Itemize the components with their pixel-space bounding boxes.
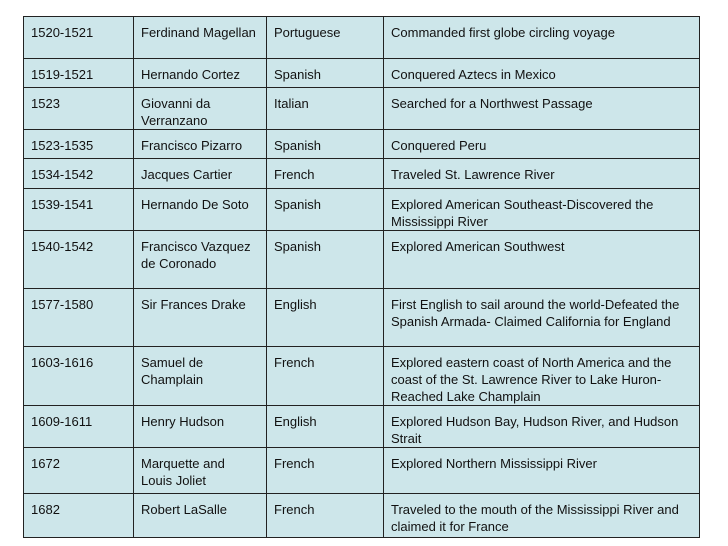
table-row bbox=[24, 130, 700, 159]
explorer-cell: Hernando Cortez bbox=[134, 59, 267, 88]
date-cell: 1603-1616 bbox=[24, 347, 134, 406]
nationality-cell: Spanish bbox=[267, 189, 384, 231]
date-cell: 1539-1541 bbox=[24, 189, 134, 231]
explorer-cell: Marquette and Louis Joliet bbox=[134, 448, 267, 494]
explorer-cell: Francisco Vazquez de Coronado bbox=[134, 231, 267, 289]
accomplishment-cell: Explored American Southwest bbox=[384, 231, 700, 289]
table-row bbox=[24, 347, 700, 406]
table-row bbox=[24, 159, 700, 189]
accomplishment-cell: Explored Northern Mississippi River bbox=[384, 448, 700, 494]
date-cell: 1520-1521 bbox=[24, 17, 134, 59]
table-row bbox=[24, 17, 700, 59]
accomplishment-cell: Searched for a Northwest Passage bbox=[384, 88, 700, 130]
explorers-table bbox=[23, 16, 700, 538]
nationality-cell: Portuguese bbox=[267, 17, 384, 59]
accomplishment-cell: Conquered Peru bbox=[384, 130, 700, 159]
accomplishment-cell: Conquered Aztecs in Mexico bbox=[384, 59, 700, 88]
nationality-cell: Spanish bbox=[267, 130, 384, 159]
nationality-cell: French bbox=[267, 448, 384, 494]
explorer-cell: Ferdinand Magellan bbox=[134, 17, 267, 59]
explorer-cell: Hernando De Soto bbox=[134, 189, 267, 231]
date-cell: 1540-1542 bbox=[24, 231, 134, 289]
table-row bbox=[24, 406, 700, 448]
nationality-cell: French bbox=[267, 347, 384, 406]
explorer-cell: Francisco Pizarro bbox=[134, 130, 267, 159]
accomplishment-cell: Commanded first globe circling voyage bbox=[384, 17, 700, 59]
explorer-cell: Jacques Cartier bbox=[134, 159, 267, 189]
nationality-cell: French bbox=[267, 494, 384, 538]
table-row bbox=[24, 448, 700, 494]
accomplishment-cell: Explored Hudson Bay, Hudson River, and Hudson Strait bbox=[384, 406, 700, 448]
date-cell: 1682 bbox=[24, 494, 134, 538]
date-cell: 1609-1611 bbox=[24, 406, 134, 448]
accomplishment-cell: Traveled St. Lawrence River bbox=[384, 159, 700, 189]
date-cell: 1523 bbox=[24, 88, 134, 130]
date-cell: 1577-1580 bbox=[24, 289, 134, 347]
date-cell: 1534-1542 bbox=[24, 159, 134, 189]
nationality-cell: Spanish bbox=[267, 231, 384, 289]
nationality-cell: English bbox=[267, 289, 384, 347]
explorer-cell: Henry Hudson bbox=[134, 406, 267, 448]
accomplishment-cell: Explored eastern coast of North America and the coast of the St. Lawrence River to Lake Huron-Reached Lake Champlain bbox=[384, 347, 700, 406]
explorer-cell: Robert LaSalle bbox=[134, 494, 267, 538]
accomplishment-cell: First English to sail around the world-Defeated the Spanish Armada- Claimed California for England bbox=[384, 289, 700, 347]
explorer-cell: Samuel de Champlain bbox=[134, 347, 267, 406]
date-cell: 1519-1521 bbox=[24, 59, 134, 88]
date-cell: 1672 bbox=[24, 448, 134, 494]
table-row bbox=[24, 289, 700, 347]
nationality-cell: French bbox=[267, 159, 384, 189]
explorer-cell: Giovanni da Verranzano bbox=[134, 88, 267, 130]
table-row bbox=[24, 59, 700, 88]
nationality-cell: English bbox=[267, 406, 384, 448]
table-row bbox=[24, 231, 700, 289]
table-row bbox=[24, 88, 700, 130]
nationality-cell: Spanish bbox=[267, 59, 384, 88]
table-row bbox=[24, 189, 700, 231]
table-row bbox=[24, 494, 700, 538]
accomplishment-cell: Explored American Southeast-Discovered the Mississippi River bbox=[384, 189, 700, 231]
nationality-cell: Italian bbox=[267, 88, 384, 130]
date-cell: 1523-1535 bbox=[24, 130, 134, 159]
accomplishment-cell: Traveled to the mouth of the Mississippi River and claimed it for France bbox=[384, 494, 700, 538]
explorer-cell: Sir Frances Drake bbox=[134, 289, 267, 347]
